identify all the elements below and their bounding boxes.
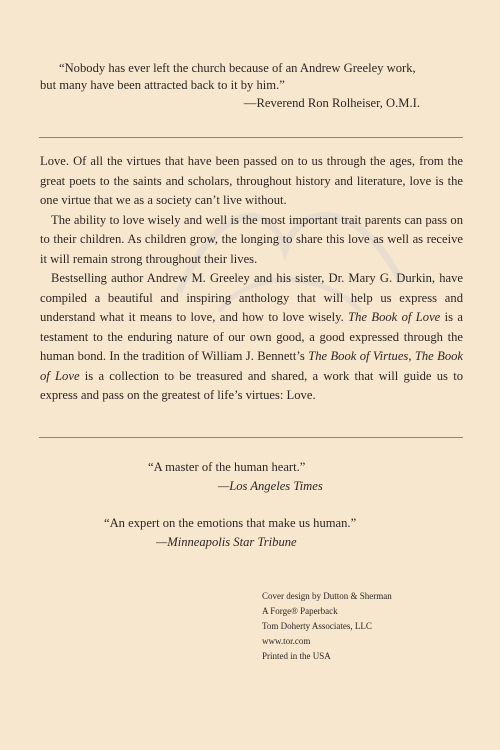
description-paragraph-1: Love. Of all the virtues that have been passed on to us through the ages, from the great poets to the saints and scholars, throughout history and literature, love is the one virtue that we as a society can’t live without.: [40, 154, 463, 207]
endorsement-quote: “Nobody has ever left the church because of an Andrew Greeley work, but many have been attracted back to it by him.”: [40, 61, 416, 92]
review-blurbs: [40, 458, 460, 552]
book-description: [40, 152, 463, 406]
cover-design-credit: Cover design by Dutton & Sherman: [262, 591, 392, 601]
imprint-line: A Forge® Paperback: [262, 606, 338, 616]
description-text: ,: [408, 349, 415, 363]
blurb-source: —Minneapolis Star Tribune: [156, 535, 297, 549]
divider-bottom: [39, 437, 463, 438]
book-title: The Book of Virtues: [308, 349, 409, 363]
description-text: is a testament to the enduring nature of our own good, a good expressed through the human bond. In the tradition of William J. Bennett’s: [40, 310, 463, 363]
divider-top: [39, 137, 463, 138]
book-title: The Book of Love: [348, 310, 441, 324]
publisher-credits: [262, 589, 462, 664]
description-text: is a collection to be treasured and shared, a work that will guide us to express and pass on the greatest of life’s virtues: Love.: [40, 368, 463, 402]
publisher-name: Tom Doherty Associates, LLC: [262, 621, 372, 631]
printed-location: Printed in the USA: [262, 651, 331, 661]
endorsement-attribution: —Reverend Ron Rolheiser, O.M.I.: [243, 96, 420, 110]
blurb-quote: “A master of the human heart.”: [148, 460, 306, 474]
blurb-quote: “An expert on the emotions that make us human.”: [104, 516, 357, 530]
blurb-source: —Los Angeles Times: [218, 479, 323, 493]
description-text: Bestselling author Andrew M. Greeley and his sister, Dr. Mary G. Durkin, have compiled a beautiful and inspiring anthology that will help us express and understand what it means to love, and how to love wisely.: [40, 271, 463, 324]
publisher-website: www.tor.com: [262, 636, 311, 646]
description-paragraph-3: [40, 269, 463, 406]
book-title: The Book of Love: [40, 349, 464, 383]
description-paragraph-2: The ability to love wisely and well is the most important trait parents can pass on to their children. As children grow, the longing to share this love as well as receive it will remain strong throughout their lives.: [40, 212, 463, 266]
